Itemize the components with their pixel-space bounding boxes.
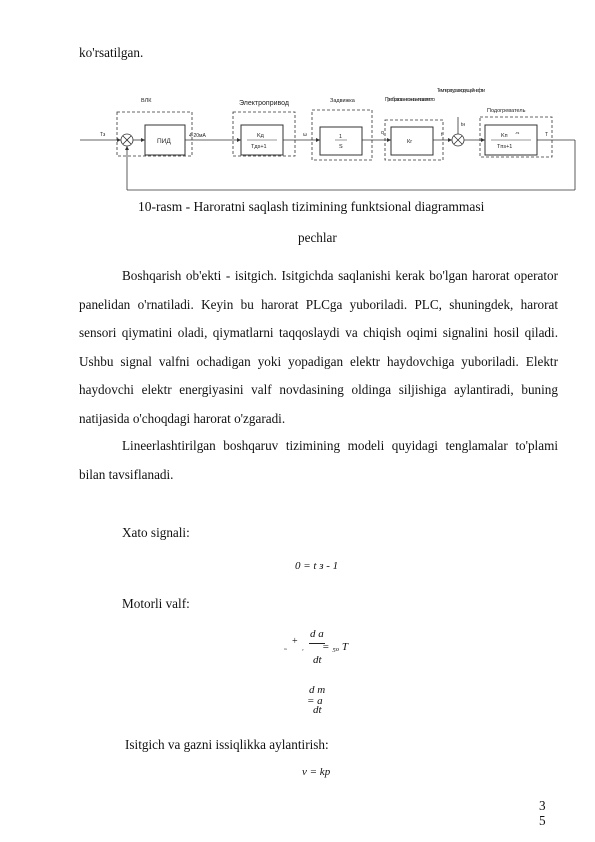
- label-current: 4-20мА: [189, 133, 206, 139]
- equation-error-signal: 0 = t з - 1: [295, 560, 339, 572]
- heading-heater: Isitgich va gazni issiqlikka aylantirish:: [125, 737, 329, 752]
- label-pid: ПИД: [157, 138, 171, 145]
- heater-num: Kп: [501, 133, 508, 139]
- label-oil-temp: Температура входящей нефти: [437, 88, 485, 94]
- label-t1: t: [441, 132, 443, 138]
- equation-heater: v = kp: [302, 766, 331, 778]
- arrow-gas: [387, 138, 391, 142]
- label-set-temp: Tз: [100, 132, 106, 138]
- equation-valve-o: ₒ: [302, 647, 304, 652]
- equation-valve2-numerator: d m: [309, 684, 326, 696]
- arrow-sum2: [448, 138, 452, 142]
- label-q: q: [381, 130, 384, 136]
- equation-valve2-denominator: dt: [313, 704, 322, 716]
- integrator-block: [320, 127, 362, 155]
- page-number-digit-1: 3: [539, 798, 546, 813]
- label-gas-heat: Преобразование сжигания газа в тепло: [385, 97, 435, 103]
- page-number-digit-2: 5: [539, 813, 546, 828]
- heater-den: Tпs+1: [497, 144, 513, 150]
- arrow-pid: [141, 138, 145, 142]
- paragraph-2: Lineerlashtirilgan boshqaruv tizimining modeli quyidagi tenglamalar to'plami bilan tavsiflanadi.: [79, 438, 558, 482]
- label-omega: ω: [303, 132, 307, 138]
- heater-exp: -τs: [515, 131, 520, 135]
- equation-valve-small: ₘ: [284, 647, 288, 652]
- equation-valve2-rhs: = a: [307, 695, 323, 707]
- equation-valve-plus: +: [292, 636, 298, 647]
- functional-diagram: [75, 82, 580, 194]
- integrator-den: S: [339, 144, 343, 150]
- integrator-num: 1: [339, 134, 343, 140]
- arrow-integrator: [316, 138, 320, 142]
- motor-num: Kд: [257, 133, 264, 139]
- label-plc: ВЛК: [141, 98, 152, 104]
- arrow-heater: [481, 138, 485, 142]
- figure-subcaption: pechlar: [298, 230, 337, 245]
- heater-group: [480, 117, 552, 157]
- label-t-out: T: [545, 132, 549, 138]
- label-valve: Задвижка: [330, 98, 355, 104]
- arrow-motor: [237, 138, 241, 142]
- heading-error-signal: Xato signali:: [122, 525, 190, 540]
- intro-text: ko'rsatilgan.: [79, 45, 144, 60]
- figure-caption: 10-rasm - Haroratni saqlash tizimining funktsional diagrammasi: [138, 199, 485, 214]
- gas-kr: Кг: [407, 139, 413, 145]
- label-t2: tн: [461, 122, 466, 128]
- paragraph-1: Boshqarish ob'ekti - isitgich. Isitgichda saqlanishi kerak bo'lgan harorat operator panelidan o'rnatiladi. Keyin bu harorat PLCga yuboriladi. PLC, shuningdek, harorat sensori qiymatini oladi, qiymatlarni taqqoslaydi va chiqish oqimi signalini hosil qiladi. Ushbu signal valfni ochadigan yoki yopadigan elektr haydovchiga yuboriladi. Elektr haydovchi elektr energiyasini valf novdasining oldinga siljishiga aylantiradi, buning natijasida o'choqdagi harorat o'zgaradi.: [79, 268, 558, 426]
- arrow-sum1: [117, 138, 121, 142]
- equation-valve-rhs: = ₅ₒ T: [322, 641, 349, 653]
- label-electric-drive: Электропривод: [239, 100, 289, 107]
- equation-valve-denominator: dt: [313, 654, 322, 666]
- motor-den: Tдs+1: [251, 144, 267, 150]
- equation-valve-numerator: d a: [310, 628, 324, 640]
- label-heater: Подогреватель: [487, 108, 526, 114]
- arrow-feedback: [125, 146, 129, 150]
- heading-motor-valve: Motorli valf:: [122, 596, 190, 611]
